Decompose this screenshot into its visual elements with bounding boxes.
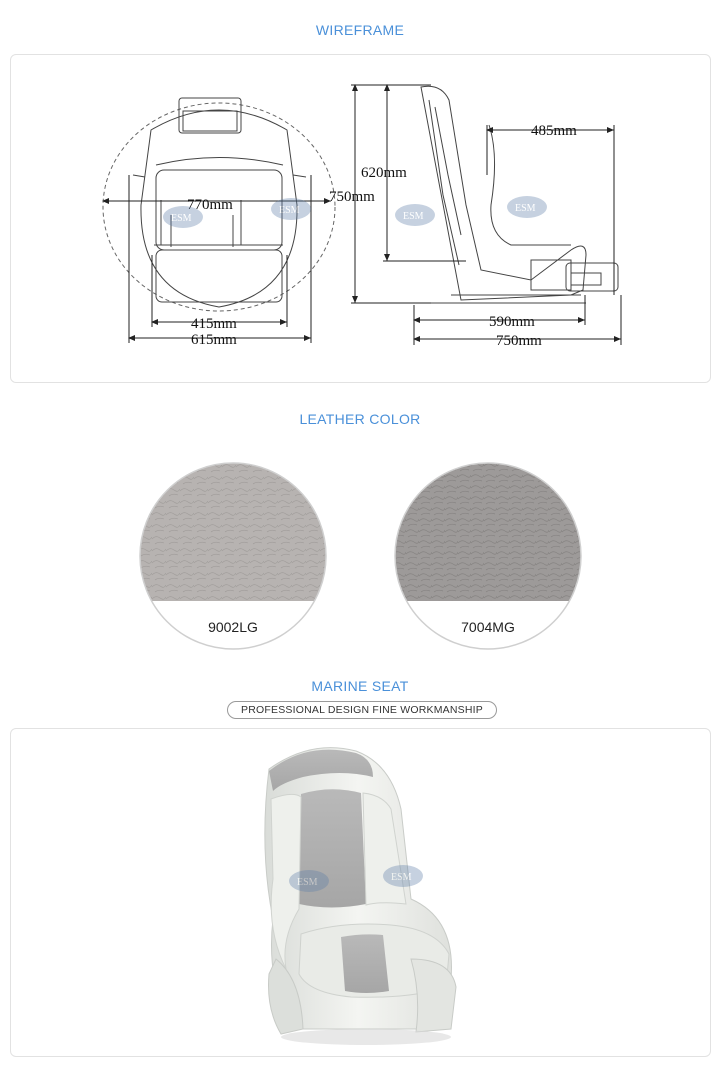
side-view: [416, 86, 618, 303]
wireframe-title: WIREFRAME: [315, 22, 405, 38]
side-seat-depth-label: 590mm: [489, 314, 535, 330]
marine-seat-title: MARINE SEAT: [311, 678, 409, 694]
marine-seat-panel: [10, 728, 711, 1057]
side-base-depth-label: 750mm: [496, 333, 542, 349]
swatch-label-9002lg: 9002LG: [208, 619, 258, 635]
front-base-width-label: 615mm: [191, 332, 237, 348]
svg-text:ESM: ESM: [391, 872, 412, 883]
leather-title: LEATHER COLOR: [299, 411, 421, 427]
svg-text:ESM: ESM: [403, 211, 424, 222]
side-height-label: 750mm: [329, 189, 375, 205]
svg-text:ESM: ESM: [171, 213, 192, 224]
seat-photo: [11, 729, 710, 1056]
front-seat-width-label: 415mm: [191, 316, 237, 332]
side-back-height-label: 620mm: [361, 165, 407, 181]
side-top-depth-label: 485mm: [531, 123, 577, 139]
swatch-label-7004mg: 7004MG: [461, 619, 515, 635]
front-width-label: 770mm: [187, 197, 233, 213]
wireframe-drawing: [11, 55, 710, 382]
svg-text:ESM: ESM: [297, 877, 318, 888]
svg-text:ESM: ESM: [279, 205, 300, 216]
marine-seat-tagline: PROFESSIONAL DESIGN FINE WORKMANSHIP: [227, 701, 497, 719]
svg-text:ESM: ESM: [515, 203, 536, 214]
wireframe-panel: [10, 54, 711, 383]
